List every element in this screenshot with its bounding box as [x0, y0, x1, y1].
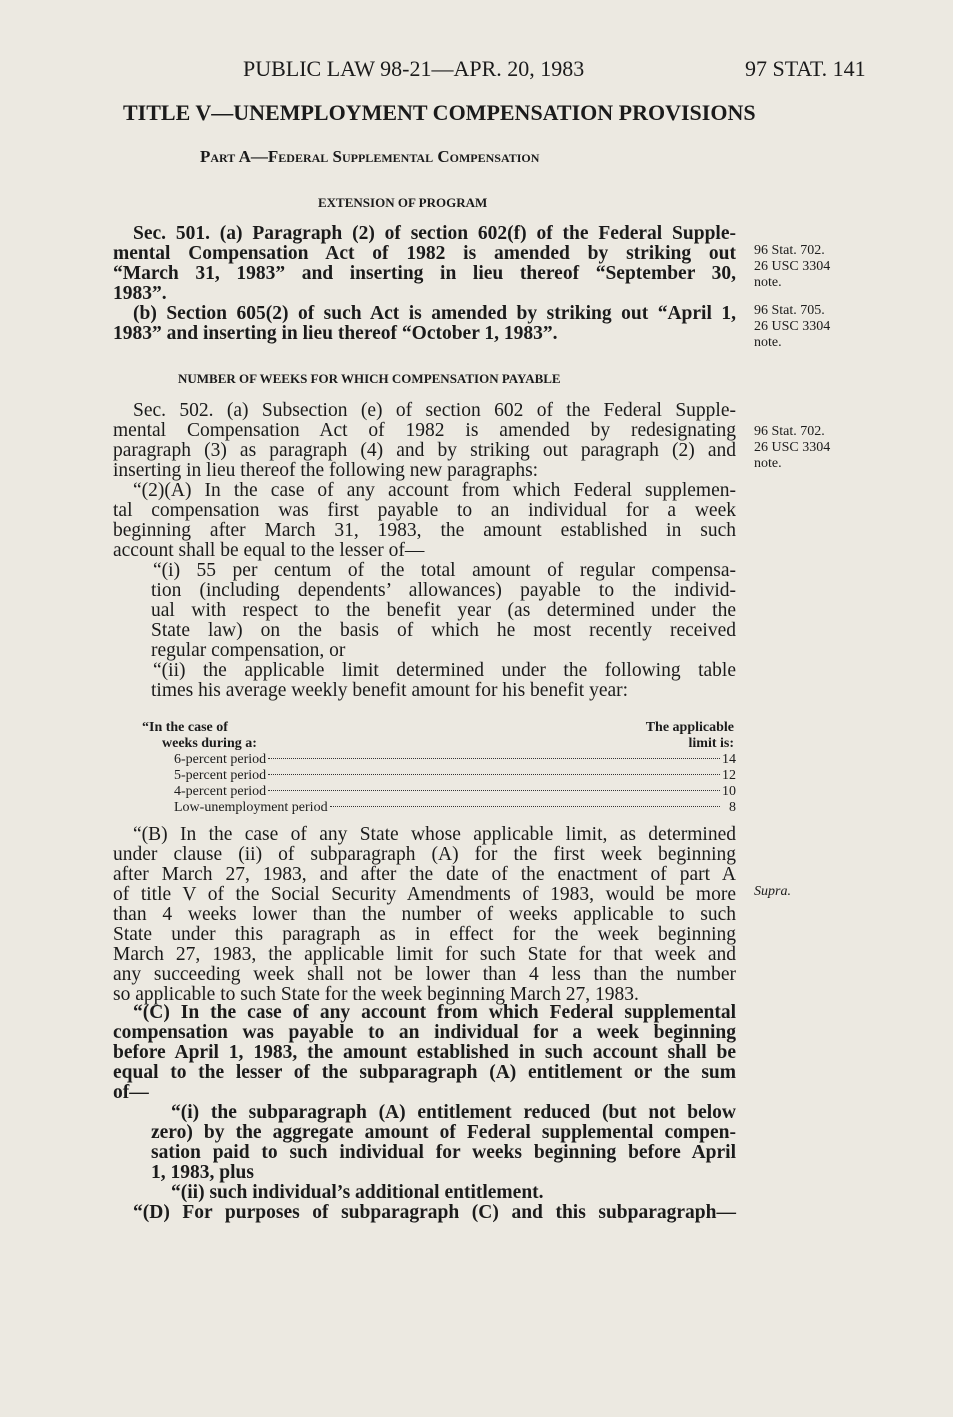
parac-line: “(D) For purposes of subparagraph (C) and this subparagraph—	[133, 1202, 736, 1223]
parab-line: after March 27, 1983, and after the date of the enactment of part A	[113, 864, 736, 885]
margin-note: 96 Stat. 705. 26 USC 3304 note.	[754, 303, 831, 350]
parac-line: sation paid to such individual for weeks beginning before April	[151, 1142, 736, 1163]
sec502-line: ual with respect to the benefit year (as determined under the	[151, 600, 736, 621]
parab-line: so applicable to such State for the week beginning March 27, 1983.	[113, 984, 639, 1005]
sec502-line: account shall be equal to the lesser of—	[113, 540, 425, 561]
sec502-line: tion (including dependents’ allowances) payable to the individ-	[151, 580, 736, 601]
sec502-line: “(2)(A) In the case of any account from which Federal supplemen-	[133, 480, 736, 501]
paragraph-c	[113, 1003, 736, 1223]
margin-note: 96 Stat. 702. 26 USC 3304 note.	[754, 424, 831, 471]
margin-note-supra: Supra.	[754, 884, 791, 899]
parac-line: compensation was payable to an individual for a week beginning	[113, 1022, 736, 1043]
sec501-line: Sec. 501. (a) Paragraph (2) of section 602(f) of the Federal Supple-	[133, 223, 736, 244]
sec502-line: Sec. 502. (a) Subsection (e) of section 602 of the Federal Supple-	[133, 400, 736, 421]
sec501-line: “March 31, 1983” and inserting in lieu thereof “September 30,	[113, 263, 736, 284]
parab-line: under clause (ii) of subparagraph (A) for the first week beginning	[113, 844, 736, 865]
sec502-line: “(i) 55 per centum of the total amount of regular compensa-	[153, 560, 736, 581]
sec502-line: “(ii) the applicable limit determined under the following table	[153, 660, 736, 681]
margin-note: 96 Stat. 702. 26 USC 3304 note.	[754, 243, 831, 290]
parac-line: before April 1, 1983, the amount established in such account shall be	[113, 1042, 736, 1063]
parac-line: 1, 1983, plus	[151, 1162, 254, 1183]
title-heading: TITLE V—UNEMPLOYMENT COMPENSATION PROVISIONS	[123, 100, 756, 125]
sec502-line: paragraph (3) as paragraph (4) and by striking out paragraph (2) and	[113, 440, 736, 461]
parab-line: of title V of the Social Security Amendments of 1983, would be more	[113, 884, 736, 905]
sec502-line: regular compensation, or	[151, 640, 346, 661]
table-row: 6-percent period 14	[174, 752, 736, 767]
table-header-right: The applicable limit is:	[645, 720, 734, 751]
sec502-line: inserting in lieu thereof the following new paragraphs:	[113, 460, 539, 481]
section-heading-weeks: NUMBER OF WEEKS FOR WHICH COMPENSATION PAYABLE	[178, 371, 561, 386]
running-header: PUBLIC LAW 98-21—APR. 20, 1983	[243, 56, 585, 81]
parab-line: State under this paragraph as in effect for the week beginning	[113, 924, 736, 945]
table-row: Low-unemployment period 8	[174, 800, 736, 815]
sec502-line: tal compensation was first payable to an individual for a week	[113, 500, 736, 521]
parac-line: “(ii) such individual’s additional entitlement.	[171, 1182, 544, 1203]
parab-line: March 27, 1983, the applicable limit for such State for that week and	[113, 944, 736, 965]
parac-line: “(C) In the case of any account from which Federal supplemental	[133, 1002, 736, 1023]
parac-line: equal to the lesser of the subparagraph (A) entitlement or the sum	[113, 1062, 736, 1083]
sec502-line: times his average weekly benefit amount for his benefit year:	[151, 680, 629, 701]
parab-line: than 4 weeks lower than the number of weeks applicable to such	[113, 904, 736, 925]
sec502-line: State law) on the basis of which he most recently received	[151, 620, 736, 641]
parac-line: “(i) the subparagraph (A) entitlement reduced (but not below	[171, 1102, 736, 1123]
parac-line: zero) by the aggregate amount of Federal supplemental compen-	[151, 1122, 736, 1143]
sec502-line: mental Compensation Act of 1982 is amended by redesignating	[113, 420, 736, 441]
parab-line: any succeeding week shall not be lower than 4 less than the number	[113, 964, 736, 985]
parab-line: “(B) In the case of any State whose applicable limit, as determined	[133, 824, 736, 845]
section-heading-extension: EXTENSION OF PROGRAM	[318, 195, 488, 210]
sec501-line: 1983”.	[113, 283, 167, 304]
sec501-line: mental Compensation Act of 1982 is amended by striking out	[113, 243, 736, 264]
part-heading: Part A—Federal Supplemental Compensation	[200, 147, 540, 166]
table-row: 4-percent period 10	[174, 784, 736, 799]
sec501-line: (b) Section 605(2) of such Act is amended by striking out “April 1,	[133, 303, 736, 324]
section-502	[113, 401, 736, 701]
section-501	[113, 224, 736, 344]
page-statute-citation: 97 STAT. 141	[745, 56, 866, 81]
table-header-left: “In the case of weeks during a:	[142, 720, 257, 751]
sec501-line: 1983” and inserting in lieu thereof “October 1, 1983”.	[113, 323, 558, 344]
table-row: 5-percent period 12	[174, 768, 736, 783]
parac-line: of—	[113, 1082, 149, 1103]
paragraph-b	[113, 825, 736, 1005]
sec502-line: beginning after March 31, 1983, the amount established in such	[113, 520, 736, 541]
